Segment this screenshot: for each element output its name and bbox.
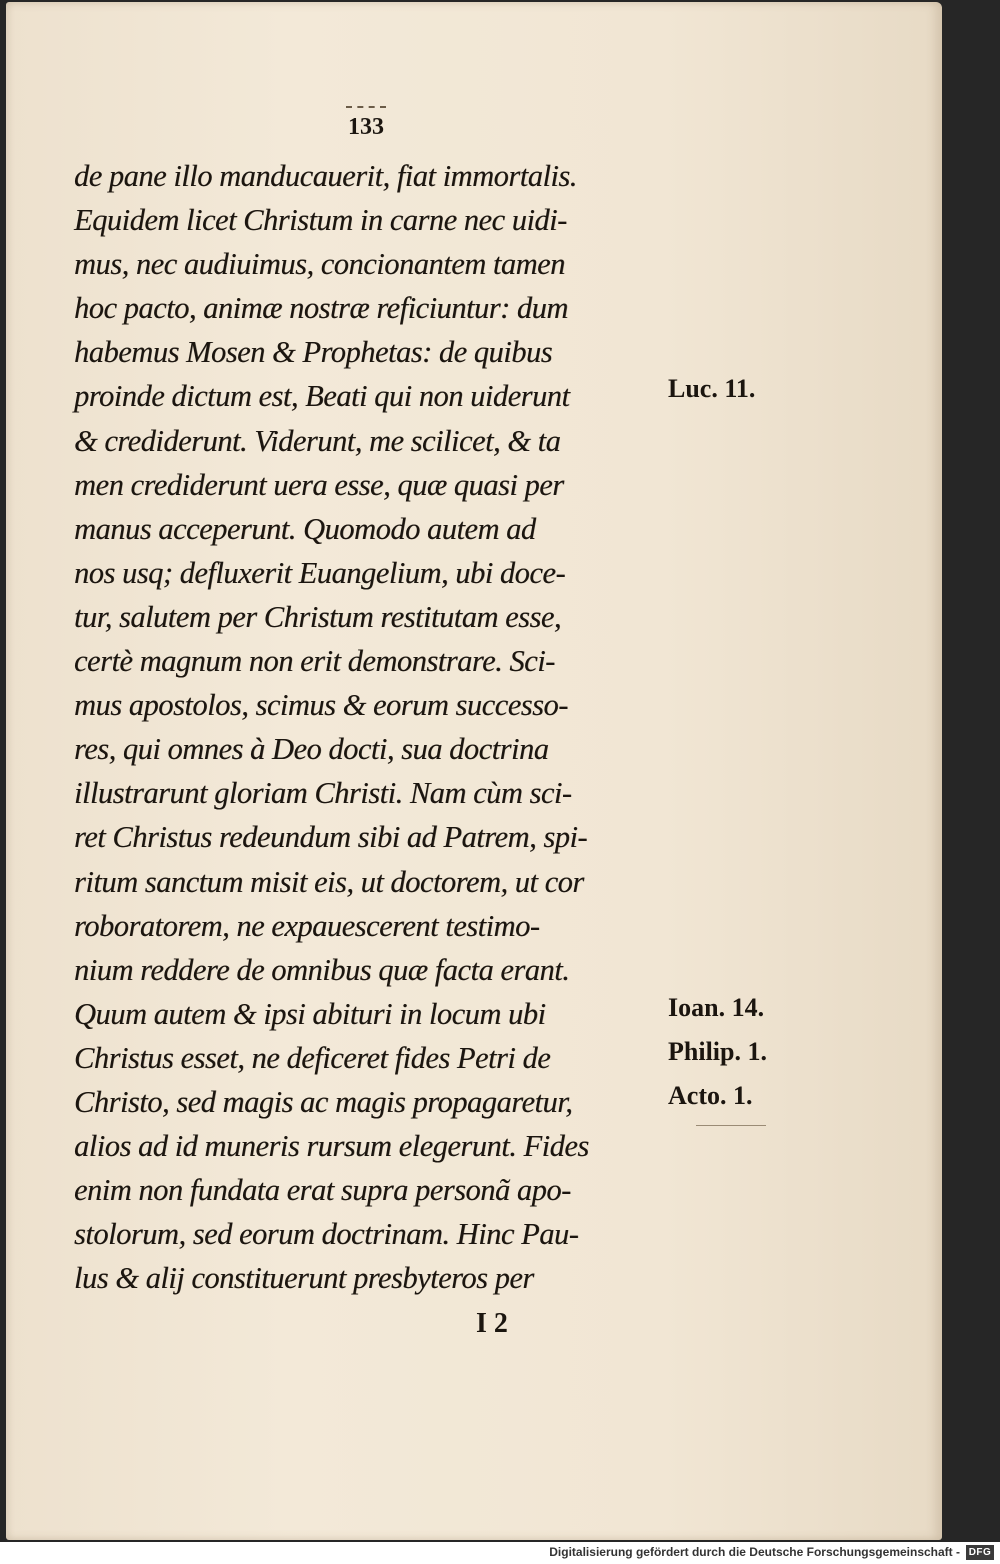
marginal-note-luke: Luc. 11. — [668, 374, 756, 403]
text-line: illustrarunt gloriam Christi. Nam cùm sci- — [74, 776, 572, 811]
text-line: de pane illo manducauerit, fiat immortalis. — [74, 159, 577, 193]
text-line: enim non fundata erat supra personã apo- — [74, 1173, 571, 1208]
marginal-note-acts: Acto. 1. — [668, 1081, 753, 1110]
text-line: mus, nec audiuimus, concionantem tamen — [74, 247, 565, 282]
text-line: nium reddere de omnibus quæ facta erant. — [74, 952, 570, 987]
text-line: res, qui omnes à Deo docti, sua doctrina — [74, 732, 549, 767]
book-page — [6, 2, 942, 1540]
body-text — [74, 154, 644, 1300]
text-line: nos usq; defluxerit Euangelium, ubi doce- — [74, 555, 566, 590]
text-line: & crediderunt. Viderunt, me scilicet, & ta — [74, 423, 561, 458]
marginal-note-john: Ioan. 14. — [668, 993, 765, 1022]
text-line: mus apostolos, scimus & eorum successo- — [74, 688, 568, 723]
text-line: Christo, sed magis ac magis propagaretur, — [74, 1084, 573, 1119]
footer-bar — [0, 1542, 1000, 1564]
text-line: proinde dictum est, Beati qui non uiderunt — [74, 379, 570, 414]
page-number: 133 — [336, 114, 396, 141]
text-line: Quum autem & ipsi abituri in locum ubi — [74, 996, 546, 1031]
signature-mark: I 2 — [476, 1308, 508, 1339]
text-line: hoc pacto, animæ nostræ reficiuntur: dum — [74, 291, 568, 326]
text-line: habemus Mosen & Prophetas: de quibus — [74, 335, 553, 370]
text-line: roboratorem, ne expauescerent testimo- — [74, 908, 540, 943]
text-line: lus & alij constituerunt presbyteros per — [74, 1261, 534, 1296]
text-line: ret Christus redeundum sibi ad Patrem, spi- — [74, 820, 588, 855]
text-line: alios ad id muneris rursum elegerunt. Fides — [74, 1129, 589, 1164]
text-line: manus acceperunt. Quomodo autem ad — [74, 511, 536, 546]
text-line: tur, salutem per Christum restitutam esse, — [74, 599, 562, 634]
text-line: certè magnum non erit demonstrare. Sci- — [74, 644, 555, 679]
text-line: Christus esset, ne deficeret fides Petri de — [74, 1040, 551, 1075]
marginal-note-philippians: Philip. 1. — [668, 1037, 767, 1066]
text-line: Equidem licet Christum in carne nec uidi- — [74, 203, 567, 238]
footer-credit: Digitalisierung gefördert durch die Deutsche Forschungsgemeinschaft - — [549, 1545, 960, 1559]
text-line: ritum sanctum misit eis, ut doctorem, ut cor — [74, 864, 584, 899]
dfg-logo: DFG — [966, 1545, 994, 1560]
text-line: stolorum, sed eorum doctrinam. Hinc Pau- — [74, 1217, 579, 1252]
text-line: men crediderunt uera esse, quæ quasi per — [74, 467, 564, 502]
